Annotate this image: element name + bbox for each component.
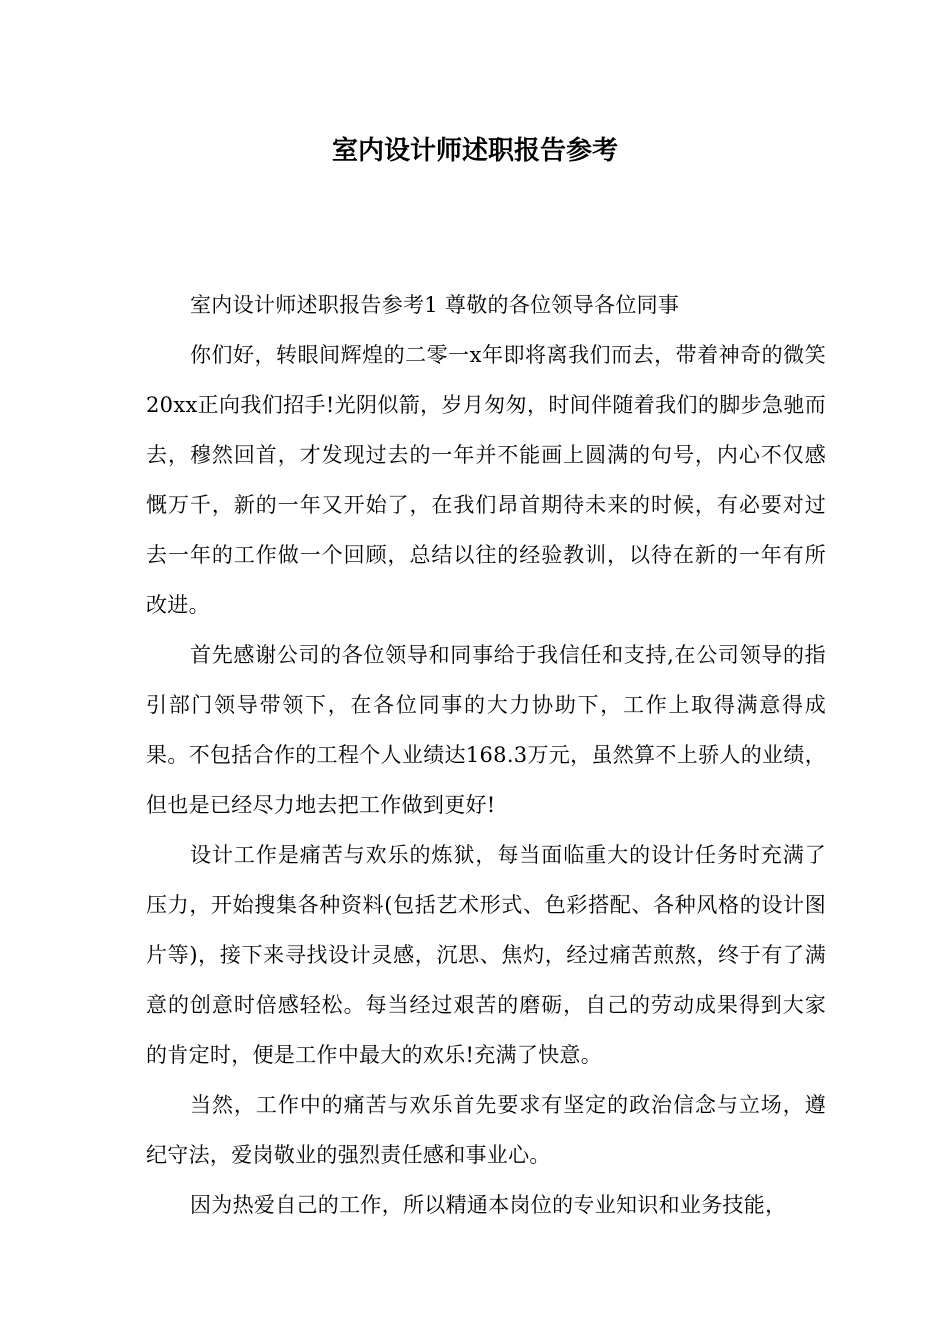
paragraph-expertise: 因为热爱自己的工作，所以精通本岗位的专业知识和业务技能， bbox=[190, 1193, 787, 1217]
paragraph-greeting: 你们好，转眼间辉煌的二零一x年即将离我们而去，带着神奇的微笑20xx正向我们招手!光阴似箭，岁月匆匆，时间伴随着我们的脚步急驰而去，穆然回首，才发现过去的一年并不能画上圆满的句号，内心不仅感慨万千，新的一年又开始了，在我们昂首期待未来的时候，有必要对过去一年的工作做一个回顾，总结以往的经验教训，以待在新的一年有所改进。 bbox=[146, 343, 826, 617]
paragraph-design-work: 设计工作是痛苦与欢乐的炼狱，每当面临重大的设计任务时充满了压力，开始搜集各种资料(包括艺术形式、色彩搭配、各种风格的设计图片等)，接下来寻找设计灵感，沉思、焦灼，经过痛苦煎熬，终于有了满意的创意时倍感轻松。每当经过艰苦的磨砺，自己的劳动成果得到大家的肯定时，便是工作中最大的欢乐!充满了快意。 bbox=[146, 843, 826, 1067]
paragraph-intro: 室内设计师述职报告参考1 尊敬的各位领导各位同事 bbox=[190, 293, 680, 317]
document-body bbox=[146, 280, 826, 1230]
paragraph-thanks: 首先感谢公司的各位领导和同事给于我信任和支持,在公司领导的指引部门领导带领下，在各位同事的大力协助下，工作上取得满意得成果。不包括合作的工程个人业绩达168.3万元，虽然算不上骄人的业绩，但也是已经尽力地去把工作做到更好! bbox=[146, 643, 826, 817]
document-title: 室内设计师述职报告参考 bbox=[331, 136, 618, 166]
paragraph-principles: 当然，工作中的痛苦与欢乐首先要求有坚定的政治信念与立场，遵纪守法，爱岗敬业的强烈责任感和事业心。 bbox=[146, 1093, 826, 1167]
